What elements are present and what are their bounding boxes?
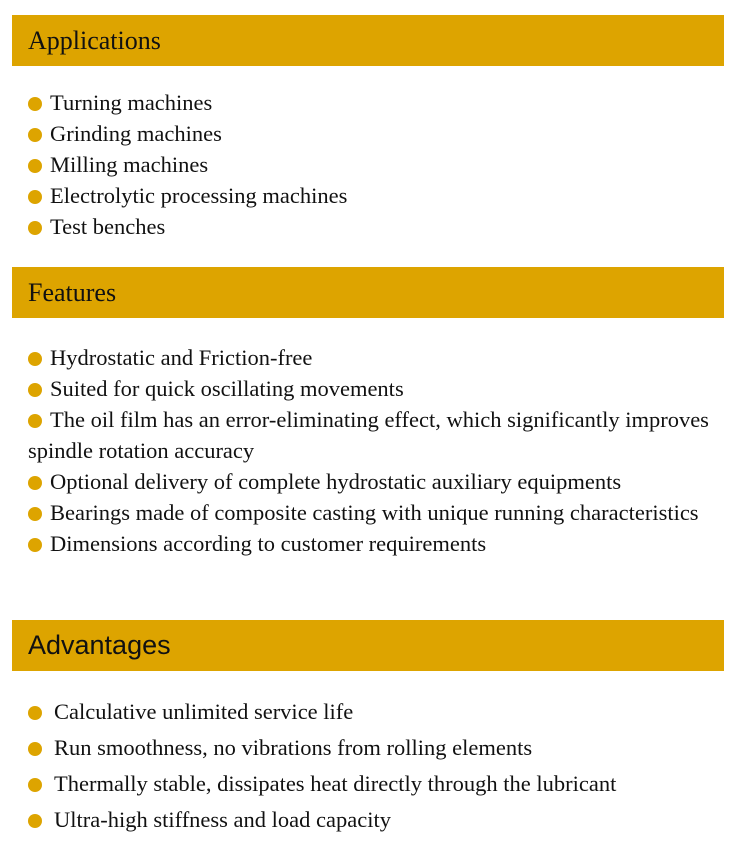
list-item: Run smoothness, no vibrations from rolling elements xyxy=(28,730,728,766)
advantages-list xyxy=(28,694,728,838)
list-item: Thermally stable, dissipates heat directly through the lubricant xyxy=(28,766,728,802)
bullet-icon xyxy=(28,159,42,173)
bullet-icon xyxy=(28,221,42,235)
bullet-icon xyxy=(28,778,42,792)
features-heading: Features xyxy=(12,267,724,318)
bullet-icon xyxy=(28,814,42,828)
applications-heading: Applications xyxy=(12,15,724,66)
list-item: Dimensions according to customer requirements xyxy=(28,528,728,559)
bullet-icon xyxy=(28,706,42,720)
list-item: Turning machines xyxy=(28,87,728,118)
list-item: Grinding machines xyxy=(28,118,728,149)
list-item: Calculative unlimited service life xyxy=(28,694,728,730)
bullet-icon xyxy=(28,383,42,397)
list-item: Test benches xyxy=(28,211,728,242)
bullet-icon xyxy=(28,352,42,366)
list-item: Optional delivery of complete hydrostatic auxiliary equipments xyxy=(28,466,728,497)
list-item: Electrolytic processing machines xyxy=(28,180,728,211)
features-list xyxy=(28,342,728,559)
bullet-icon xyxy=(28,97,42,111)
applications-list xyxy=(28,87,728,242)
list-item: Bearings made of composite casting with unique running characteristics xyxy=(28,497,728,528)
list-item: Suited for quick oscillating movements xyxy=(28,373,728,404)
bullet-icon xyxy=(28,742,42,756)
bullet-icon xyxy=(28,538,42,552)
advantages-heading: Advantages xyxy=(12,620,724,671)
list-item: Hydrostatic and Friction-free xyxy=(28,342,728,373)
bullet-icon xyxy=(28,476,42,490)
bullet-icon xyxy=(28,190,42,204)
list-item: The oil film has an error-eliminating effect, which significantly improves spindle rotation accuracy xyxy=(28,407,709,463)
bullet-icon xyxy=(28,414,42,428)
bullet-icon xyxy=(28,507,42,521)
list-item: Ultra-high stiffness and load capacity xyxy=(28,802,728,838)
bullet-icon xyxy=(28,128,42,142)
list-item: Milling machines xyxy=(28,149,728,180)
